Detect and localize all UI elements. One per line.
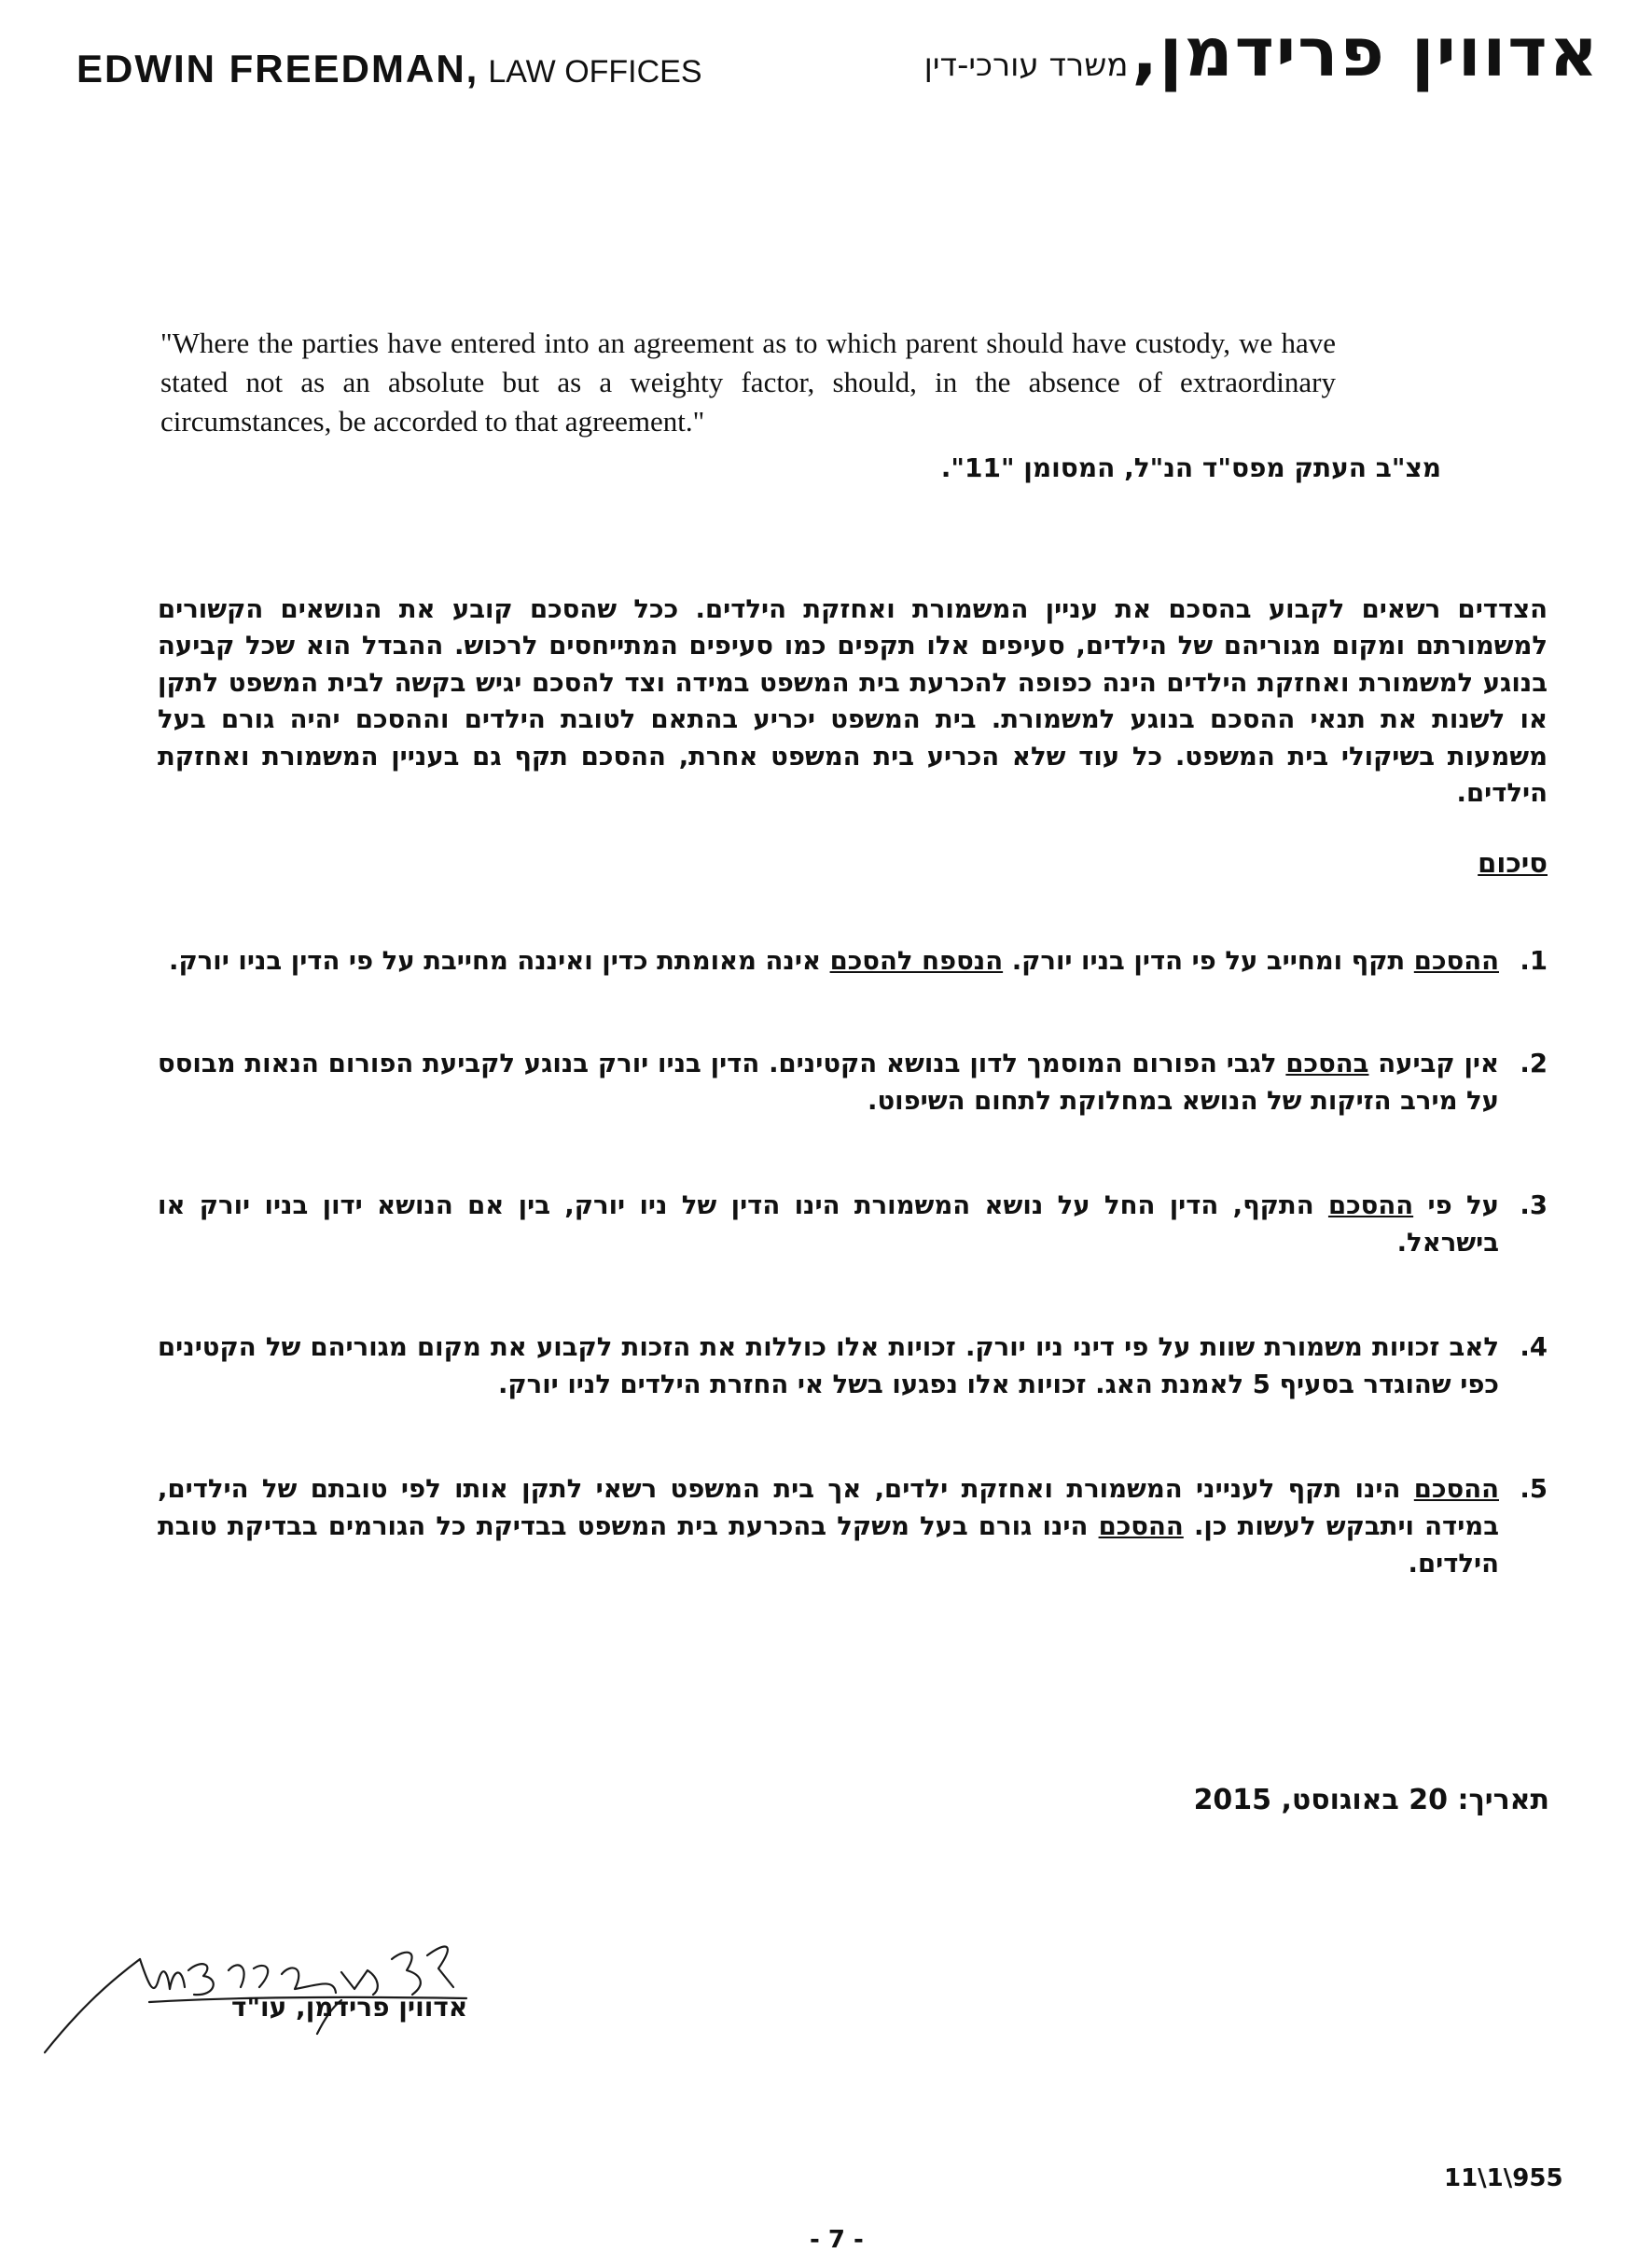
agreement-term: בהסכם <box>1285 1049 1369 1078</box>
summary-heading: סיכום <box>1478 847 1548 879</box>
summary-item-number: 4. <box>1520 1332 1548 1362</box>
attachment-note: מצ"ב העתק מפס"ד הנ"ל, המסומן "11". <box>940 452 1441 483</box>
summary-list <box>158 942 1548 1582</box>
signature-stroke <box>140 1959 185 1989</box>
text-segment: הינו תקף לענייני המשמורת ואחזקת ילדים, אך בית המשפט רשאי לתקן אותו לפי טובתם של הילדים, במידה ויתבקש לעשות כן. <box>158 1474 1499 1541</box>
text-segment: תקף ומחייב על פי הדין בניו יורק. <box>1003 946 1414 976</box>
text-segment: על פי <box>1413 1190 1499 1220</box>
summary-item-text <box>158 1187 1499 1261</box>
signatory-name: אדווין פרידמן, עו"ד <box>231 1992 468 2023</box>
text-segment: אין קביעה <box>1368 1049 1499 1078</box>
summary-item <box>158 1187 1548 1261</box>
signature-stroke <box>282 1968 336 1993</box>
firm-name-hebrew: אדווין פרידמן, <box>1131 13 1600 91</box>
summary-item-number: 3. <box>1520 1190 1548 1220</box>
text-segment: התקף, הדין החל על נושא המשמורת הינו הדין של ניו יורק, בין אם הנושא ידון בניו יורק או בישראל. <box>158 1190 1499 1258</box>
text-segment: לגבי הפורום המוסמך לדון בנושא הקטינים. הדין בניו יורק בנוגע לקביעת הפורום הנאות מבוסס על מירב הזיקות של הנושא במחלוקת לתחום השיפוט. <box>158 1049 1499 1116</box>
summary-item-number: 5. <box>1520 1474 1548 1504</box>
page-number: - 7 - <box>810 2226 864 2254</box>
firm-name-english: EDWIN FREEDMAN, <box>76 47 479 90</box>
court-quote: "Where the parties have entered into an agreement as to which parent should have custody, we have stated not as an absolute but as a weighty factor, should, in the absence of extraordinary circumstances, be accorded to that agreement." <box>160 327 1336 438</box>
letterhead-hebrew <box>924 13 1600 91</box>
letterhead-english <box>76 47 702 91</box>
summary-item-text <box>158 942 1499 980</box>
summary-item <box>158 1470 1548 1582</box>
body-paragraph: הצדדים רשאים לקבוע בהסכם את עניין המשמורת ואחזקת הילדים. ככל שהסכם קובע את הנושאים הקשורים למשמורתם ומקום מגוריהם של הילדים, סעיפים אלו תקפים כמו סעיפים המתייחסים לרכוש. ההבדל הוא שכל קביעה בנוגע למשמורת ואחזקת הילדים הינה כפופה להכרעת בית המשפט במידה וצד להסכם יגיש בקשה לבית המשפט לתקן או לשנות את תנאי ההסכם בנוגע למשמורת. בית המשפט יכריע בהתאם לטובת הילדים וההסכם יהיה גורם בעל משמעות בשיקולי בית המשפט. כל עוד שלא הכריע בית המשפט אחרת, ההסכם תקף גם בעניין המשמורת ואחזקת הילדים. <box>158 593 1548 808</box>
summary-item-text <box>158 1470 1499 1582</box>
summary-item <box>158 1045 1548 1120</box>
agreement-term: ההסכם <box>1413 946 1499 976</box>
signature-stroke <box>45 1959 140 2052</box>
file-reference: 11\1\955 <box>1444 2164 1563 2192</box>
law-offices-hebrew: משרד עורכי-דין <box>923 47 1129 84</box>
summary-item <box>158 1328 1548 1403</box>
summary-item-text: לאב זכויות משמורת שוות על פי דיני ניו יורק. זכויות אלו כוללות את הזכות לקבוע את מקום מגוריהם של הקטינים כפי שהוגדר בסעיף 5 לאמנת האג. זכויות אלו נפגעו בשל אי החזרת הילדים לניו יורק. <box>158 1332 1499 1399</box>
signature-stroke <box>188 1964 214 1995</box>
summary-item-text <box>158 1045 1499 1120</box>
agreement-term: ההסכם <box>1327 1190 1414 1220</box>
summary-item-number: 2. <box>1520 1049 1548 1078</box>
signature-stroke <box>427 1947 453 1987</box>
summary-item-number: 1. <box>1520 946 1548 976</box>
signature-stroke <box>229 1965 268 1987</box>
agreement-term: ההסכם <box>1098 1511 1184 1541</box>
date-line: תאריך: 20 באוגוסט, 2015 <box>1193 1784 1549 1816</box>
summary-item <box>158 942 1548 980</box>
appendix-term: הנספח להסכם <box>829 946 1004 976</box>
text-segment: הינו גורם בעל משקל בהכרעת בית המשפט בבדיקת כל הגורמים בבדיקת טובת הילדים. <box>158 1511 1499 1579</box>
text-segment: אינה מאומתת כדין ואיננה מחייבת על פי הדין בניו יורק. <box>169 946 830 976</box>
letterhead <box>76 13 1600 91</box>
agreement-term: ההסכם <box>1413 1474 1499 1504</box>
law-offices-english: LAW OFFICES <box>488 54 702 90</box>
signature-stroke <box>392 1953 421 1995</box>
